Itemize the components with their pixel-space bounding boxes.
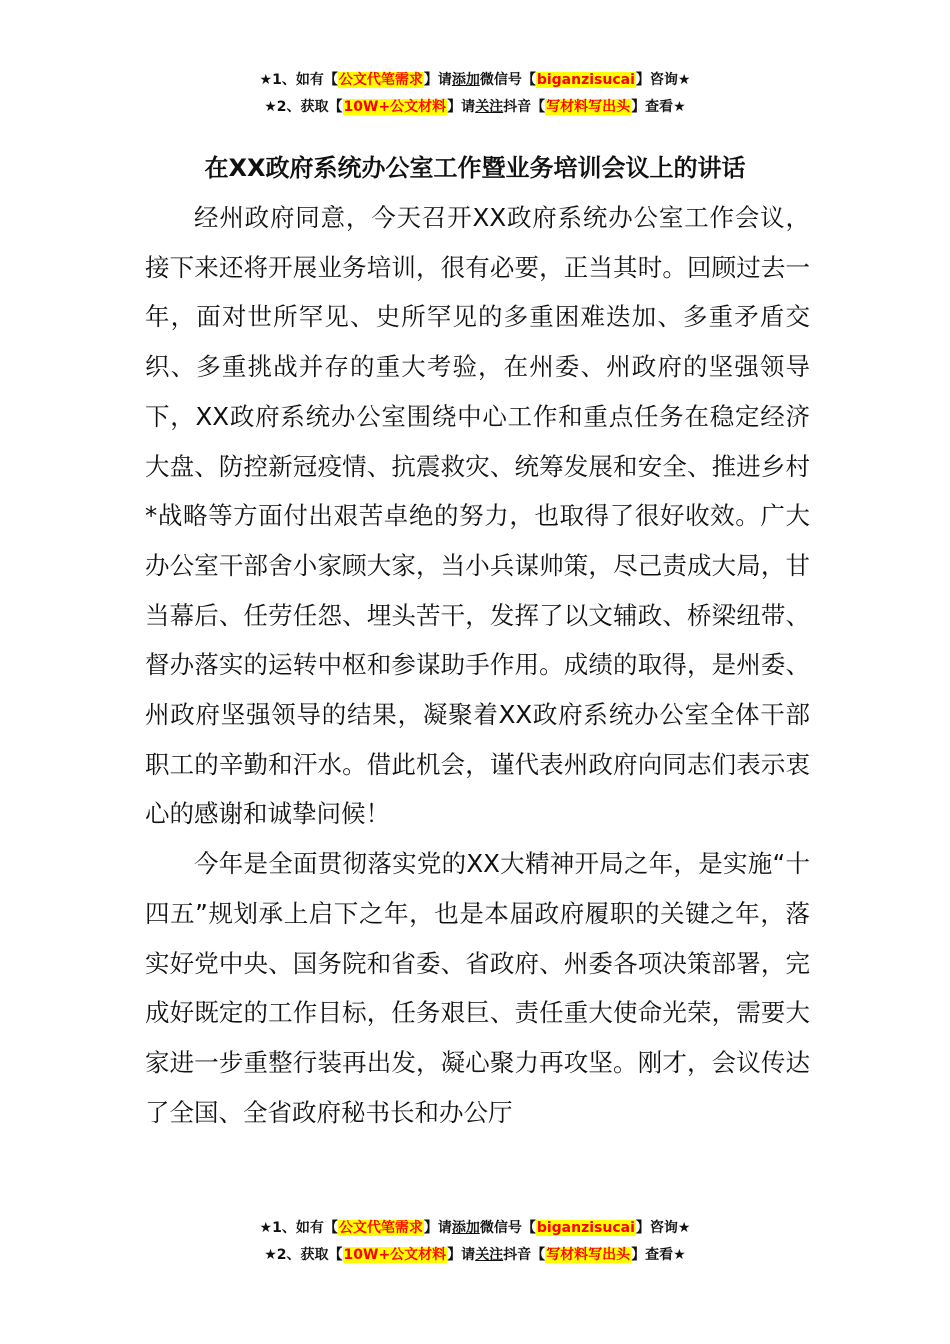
highlight-service: 公文代笔需求 (338, 72, 423, 88)
body-paragraph-1: 经州政府同意，今天召开XX政府系统办公室工作会议，接下来还将开展业务培训，很有必要，正当其时。回顾过去一年，面对世所罕见、史所罕见的多重困难迭加、多重矛盾交织、多重挑战并存的重大考验，在州委、州政府的坚强领导下，XX政府系统办公室围绕中心工作和重点任务在稳定经济大盘、防控新冠疫情、抗震救灾、统筹发展和安全、推进乡村*战略等方面付出艰苦卓绝的努力，也取得了很好收效。广大办公室干部舍小家顾大家，当小兵谋帅策，尽己责成大局，甘当幕后、任劳任怨、埋头苦干，发挥了以文辅政、桥梁纽带、督办落实的运转中枢和参谋助手作用。成绩的取得，是州委、州政府坚强领导的结果，凝聚着XX政府系统办公室全体干部职工的辛勤和汗水。借此机会，谨代表州政府向同志们表示衷心的感谢和诚挚问候！ (145, 203, 810, 829)
highlight-douyin-account: 写材料写出头 (546, 99, 631, 115)
underlined-text: 添加 (451, 1220, 480, 1236)
banner-text: 微信号【 (479, 1220, 536, 1236)
highlight-materials: 10W+公文材料 (343, 1247, 447, 1263)
banner-text: ★1、如有【 (259, 72, 338, 88)
banner-text: 】请 (423, 72, 452, 88)
banner-text: 微信号【 (479, 72, 536, 88)
banner-text: 】咨询★ (635, 72, 691, 88)
banner-text: 抖音【 (503, 99, 546, 115)
highlight-wechat-id: biganzisucai (536, 1220, 635, 1236)
banner-text: ★1、如有【 (259, 1220, 338, 1236)
body-paragraph-2: 今年是全面贯彻落实党的XX大精神开局之年，是实施“十四五”规划承上启下之年，也是本届政府履职的关键之年，落实好党中央、国务院和省委、省政府、州委各项决策部署，完成好既定的工作目标，任务艰巨、责任重大使命光荣，需要大家进一步重整行装再出发，凝心聚力再攻坚。刚才，会议传达了全国、全省政府秘书长和办公厅 (145, 849, 810, 1127)
document-body (145, 193, 810, 1137)
banner-text: 】查看★ (631, 1247, 686, 1263)
banner-line-1 (0, 67, 950, 94)
banner-text: ★2、获取【 (264, 1247, 343, 1263)
banner-text: 】请 (447, 99, 476, 115)
banner-line-1 (0, 1215, 950, 1242)
banner-text: 抖音【 (503, 1247, 546, 1263)
highlight-wechat-id: biganzisucai (536, 72, 635, 88)
banner-text: 】咨询★ (635, 1220, 691, 1236)
highlight-service: 公文代笔需求 (338, 1220, 423, 1236)
banner-text: 】请 (423, 1220, 452, 1236)
banner-text: 】请 (447, 1247, 476, 1263)
banner-text: 】查看★ (631, 99, 686, 115)
banner-line-2 (0, 94, 950, 121)
document-title: 在XX政府系统办公室工作暨业务培训会议上的讲话 (204, 154, 746, 182)
banner-text: ★2、获取【 (264, 99, 343, 115)
underlined-text: 关注 (475, 99, 504, 115)
header-banner (0, 67, 950, 121)
underlined-text: 添加 (451, 72, 480, 88)
banner-line-2 (0, 1242, 950, 1269)
highlight-materials: 10W+公文材料 (343, 99, 447, 115)
highlight-douyin-account: 写材料写出头 (546, 1247, 631, 1263)
underlined-text: 关注 (475, 1247, 504, 1263)
footer-banner (0, 1215, 950, 1269)
